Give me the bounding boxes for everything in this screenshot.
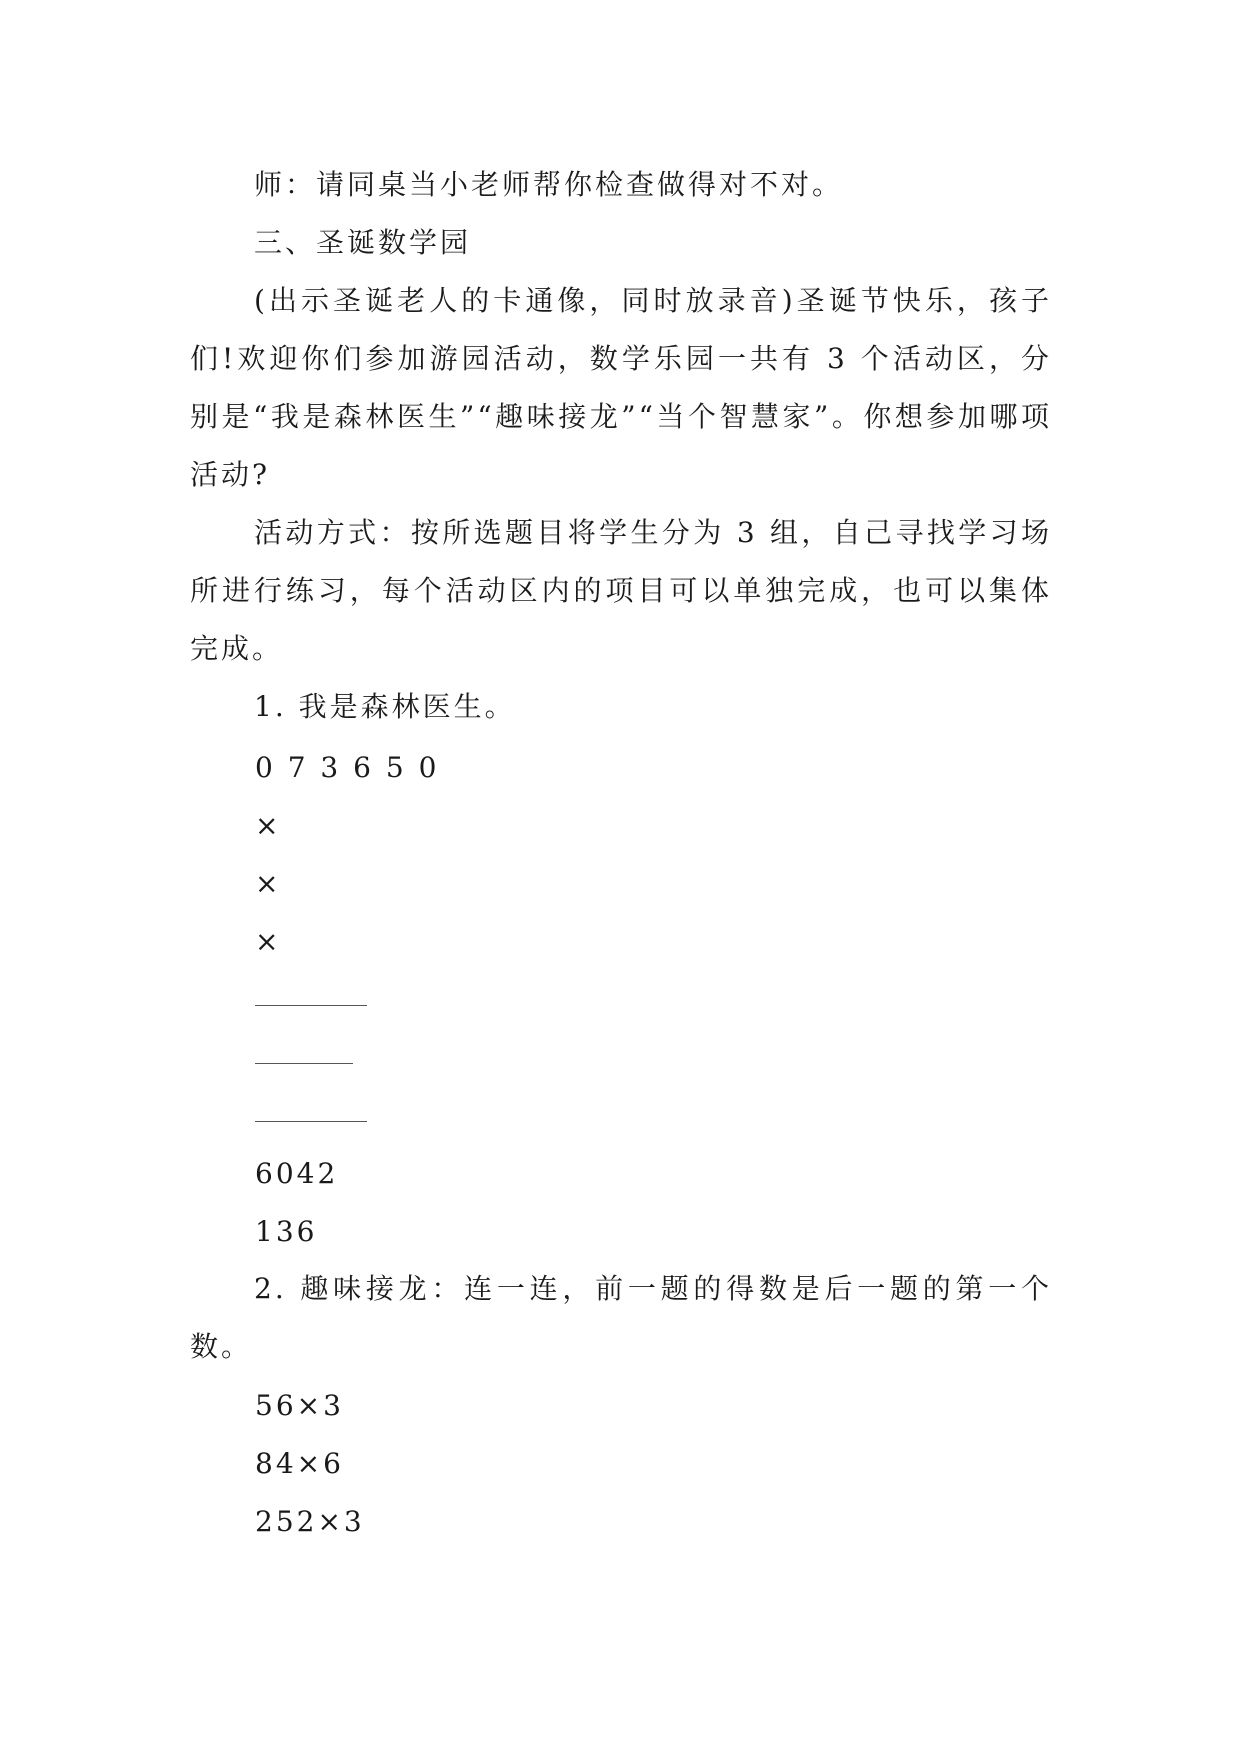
expression-84x6: 84×6 — [255, 1447, 344, 1480]
expression-252x3: 252×3 — [255, 1505, 365, 1538]
answer-line-2 — [255, 1063, 353, 1064]
paragraph-teacher-instruction: 师：请同桌当小老师帮你检查做得对不对。 — [254, 168, 844, 201]
answer-line-3 — [255, 1121, 367, 1122]
item-forest-doctor-title: 1. 我是森林医生。 — [254, 690, 516, 723]
result-136: 136 — [255, 1215, 318, 1248]
digit-sequence: 0 7 3 6 5 0 — [255, 751, 440, 784]
paragraph-santa-intro: (出示圣诞老人的卡通像，同时放录音)圣诞节快乐，孩子们!欢迎你们参加游园活动，数学乐园一共有 3 个活动区，分别是“我是森林医生”“趣味接龙”“当个智慧家”。你想参加哪项活动? — [190, 284, 1052, 491]
times-sign-2: × — [255, 867, 282, 900]
times-sign-1: × — [255, 809, 282, 842]
expression-56x3: 56×3 — [255, 1389, 344, 1422]
answer-line-1 — [255, 1005, 367, 1006]
item-number-chain-title: 2. 趣味接龙：连一连，前一题的得数是后一题的第一个数。 — [190, 1272, 1052, 1363]
paragraph-activity-method: 活动方式：按所选题目将学生分为 3 组，自己寻找学习场所进行练习，每个活动区内的项目可以单独完成，也可以集体完成。 — [190, 516, 1052, 665]
result-6042: 6042 — [255, 1157, 339, 1190]
section-heading-christmas-math-garden: 三、圣诞数学园 — [254, 226, 472, 259]
times-sign-3: × — [255, 925, 282, 958]
